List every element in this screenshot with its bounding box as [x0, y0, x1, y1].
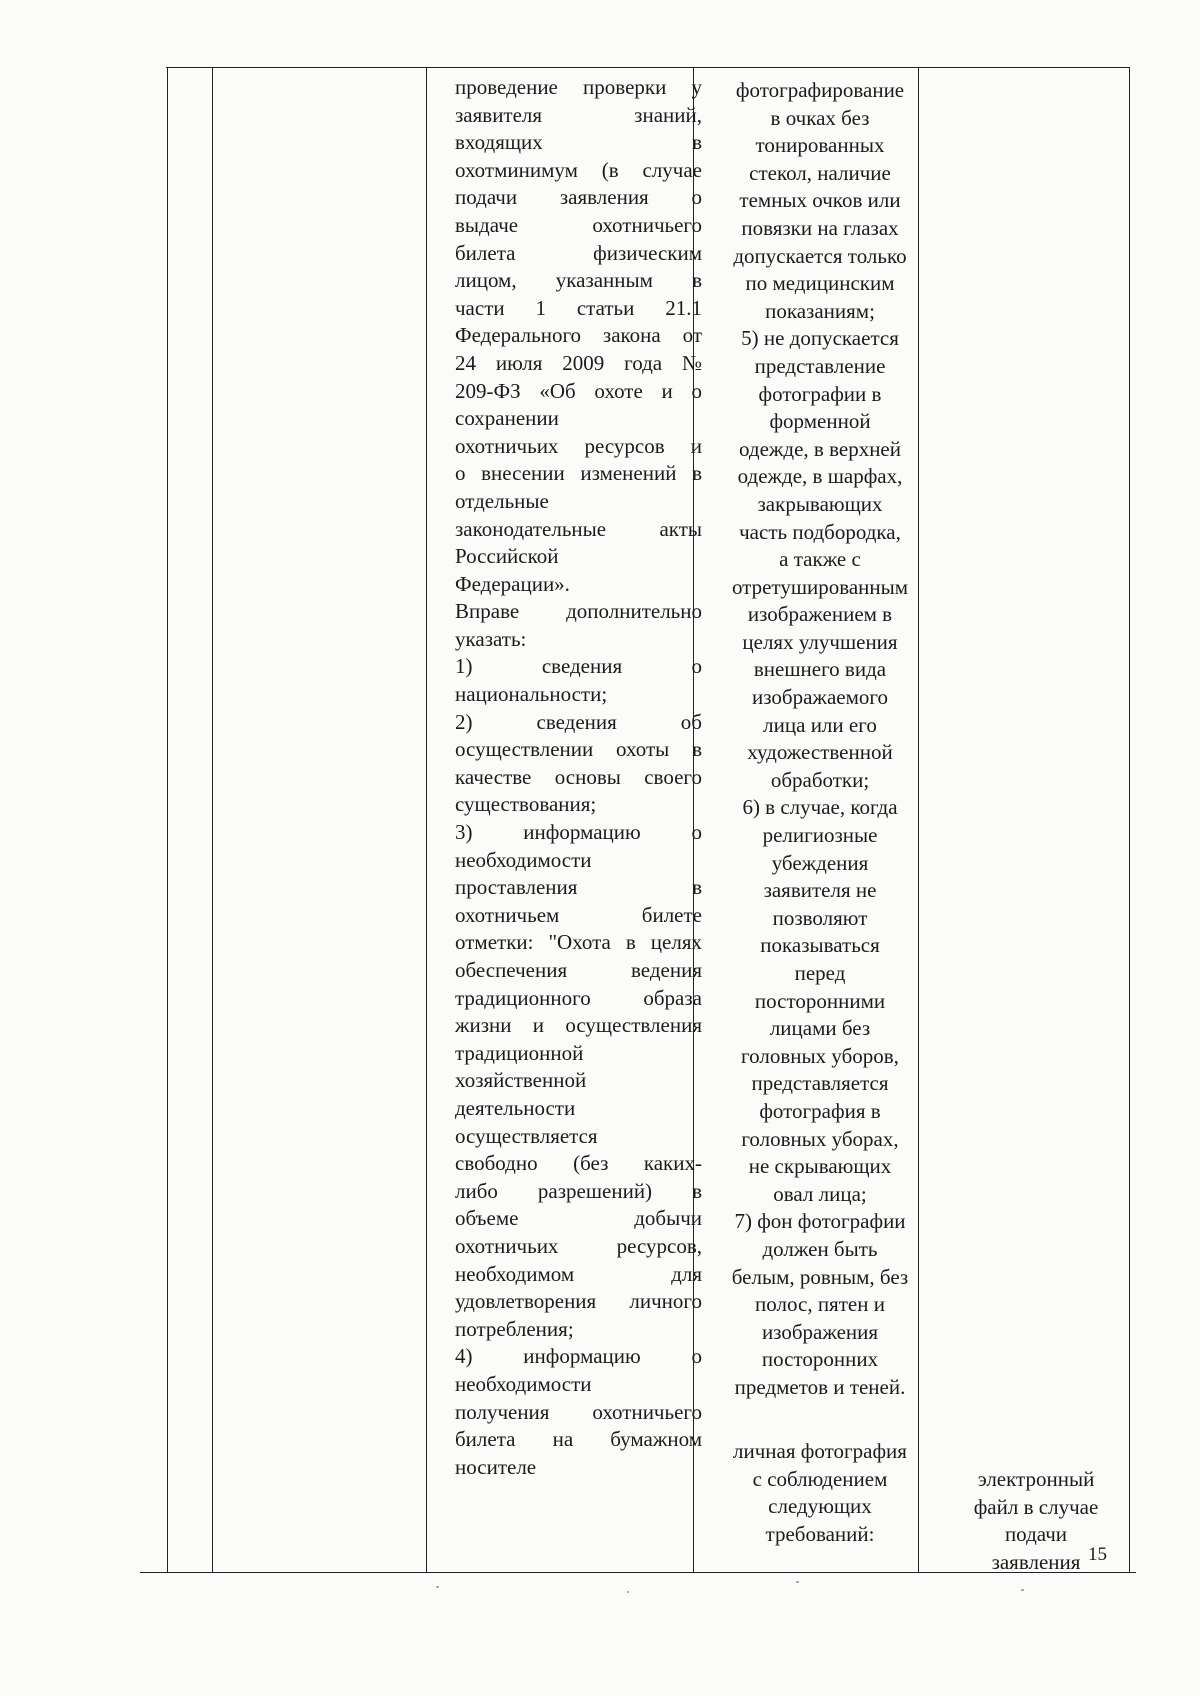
text-line: указать:: [455, 626, 527, 651]
text-line: закрывающих: [757, 491, 883, 516]
text-line: форменной: [769, 409, 871, 434]
text-line: посторонними: [754, 988, 886, 1013]
text-line: одежде, в шарфах,: [737, 464, 903, 489]
text-line: 1) сведения о: [455, 654, 702, 679]
text-line: личная фотография: [733, 1439, 907, 1463]
text-line: сохранении: [455, 406, 559, 431]
text-line: охотничьих ресурсов и: [455, 433, 702, 458]
text-line: носителе: [455, 1454, 537, 1479]
text-line: одежде, в верхней: [739, 436, 901, 461]
text-line: обеспечения ведения: [455, 958, 702, 982]
text-line: законодательные акты: [455, 516, 702, 541]
text-line: лица или его: [763, 712, 877, 737]
text-line: заявителя знаний,: [455, 102, 702, 127]
text-line: существования;: [455, 792, 597, 817]
text-line: художественной: [747, 740, 893, 765]
text-line: фотографии в: [758, 381, 882, 406]
text-line: лицами без: [769, 1016, 871, 1041]
text-line: проставления в: [455, 875, 702, 900]
table-column-divider-2: [212, 67, 213, 1572]
text-line: 6) в случае, когда: [742, 795, 898, 820]
text-line: осуществлении охоты в: [455, 737, 702, 762]
text-line: по медицинским: [745, 271, 895, 296]
text-line: представление: [754, 353, 886, 378]
text-line: представляется: [751, 1071, 889, 1096]
text-line: часть подбородка,: [739, 519, 901, 544]
text-line: 24 июля 2009 года №: [455, 350, 702, 375]
text-line: Вправе дополнительно: [455, 599, 702, 624]
text-line: а также с: [779, 547, 861, 572]
personal-photo-note: [704, 1438, 936, 1548]
text-line: убеждения: [771, 850, 869, 875]
text-line: стекол, наличие: [749, 160, 891, 185]
scan-speck: [627, 1591, 629, 1593]
text-line: изображения: [761, 1319, 879, 1344]
text-line: хозяйственной: [455, 1068, 587, 1093]
text-line: электронный: [977, 1467, 1095, 1491]
text-line: Федерации».: [455, 571, 570, 596]
text-line: религиозные: [762, 823, 878, 848]
requirements-text-column: [455, 74, 702, 1481]
text-line: деятельности: [455, 1095, 576, 1120]
text-line: фотографирование: [735, 78, 905, 102]
photo-requirements-column: [704, 77, 936, 1402]
text-line: необходимости: [455, 1371, 592, 1396]
text-line: требований:: [765, 1521, 875, 1546]
text-line: билета физическим: [455, 240, 702, 265]
text-line: заявления: [991, 1549, 1081, 1574]
scan-speck: [1021, 1589, 1024, 1591]
text-line: показаниям;: [765, 298, 875, 323]
text-line: отретушированным: [731, 574, 909, 599]
text-line: национальности;: [455, 682, 608, 707]
text-line: тонированных: [755, 133, 885, 158]
text-line: 5) не допускается: [741, 326, 899, 351]
text-line: выдаче охотничьего: [455, 212, 702, 237]
scan-speck: [436, 1586, 439, 1588]
text-line: Федерального закона от: [455, 323, 702, 348]
text-line: о внесении изменений в: [455, 461, 702, 486]
text-line: либо разрешений) в: [455, 1178, 702, 1203]
text-line: билета на бумажном: [455, 1427, 702, 1452]
text-line: необходимости: [455, 847, 592, 872]
text-line: не скрывающих: [748, 1154, 892, 1179]
table-top-border: [166, 67, 1130, 68]
text-line: полос, пятен и: [755, 1292, 885, 1317]
text-line: проведение проверки у: [455, 75, 702, 99]
text-line: изображением в: [747, 602, 893, 627]
text-line: позволяют: [772, 905, 868, 930]
text-line: объеме добычи: [455, 1206, 702, 1231]
table-column-divider-3: [426, 67, 427, 1572]
text-line: 209-ФЗ «Об охоте и о: [455, 378, 702, 403]
text-line: изображаемого: [752, 685, 888, 710]
text-line: в очках без: [770, 105, 870, 130]
text-line: лицом, указанным в: [455, 268, 702, 293]
text-line: перед: [794, 961, 846, 985]
text-line: подачи заявления о: [455, 185, 702, 210]
text-line: части 1 статьи 21.1: [455, 295, 702, 320]
page-number: 15: [1088, 1544, 1107, 1565]
text-line: должен быть: [762, 1236, 878, 1261]
text-line: повязки на глазах: [741, 215, 899, 240]
text-line: обработки;: [770, 767, 870, 792]
text-line: отметки: "Охота в целях: [455, 930, 702, 955]
text-line: традиционной: [455, 1040, 584, 1065]
text-line: посторонних: [761, 1347, 879, 1372]
text-line: потребления;: [455, 1316, 574, 1341]
text-line: подачи: [1004, 1522, 1068, 1547]
text-line: 7) фон фотографии: [734, 1209, 906, 1234]
text-line: фотография в: [759, 1098, 881, 1123]
text-line: жизни и осуществления: [455, 1013, 702, 1038]
text-line: допускается только: [733, 243, 907, 268]
text-line: следующих: [768, 1494, 872, 1519]
text-line: свободно (без каких-: [455, 1151, 702, 1176]
text-line: файл в случае: [973, 1494, 1099, 1519]
text-line: внешнего вида: [753, 657, 887, 682]
text-line: овал лица;: [773, 1181, 867, 1206]
text-line: 3) информацию о: [455, 820, 702, 845]
text-line: отдельные: [455, 488, 549, 513]
text-line: 2) сведения об: [455, 709, 702, 734]
text-line: показываться: [760, 933, 880, 958]
text-line: традиционного образа: [455, 985, 702, 1010]
table-right-border: [1129, 67, 1130, 1572]
text-line: предметов и теней.: [734, 1374, 906, 1399]
text-line: головных уборов,: [741, 1043, 899, 1068]
text-line: белым, ровным, без: [731, 1264, 909, 1289]
text-line: заявителя не: [763, 878, 877, 903]
table-column-divider-1: [167, 67, 168, 1572]
text-line: темных очков или: [739, 188, 901, 213]
text-line: головных уборах,: [741, 1126, 899, 1151]
text-line: охотминимум (в случае: [455, 157, 702, 182]
text-line: охотничьем билете: [455, 902, 702, 927]
text-line: получения охотничьего: [455, 1399, 702, 1424]
text-line: удовлетворения личного: [455, 1289, 702, 1314]
text-line: с соблюдением: [752, 1466, 888, 1491]
text-line: необходимом для: [455, 1261, 702, 1286]
text-line: целях улучшения: [742, 629, 898, 654]
text-line: входящих в: [455, 130, 702, 155]
text-line: 4) информацию о: [455, 1344, 702, 1369]
scan-speck: [796, 1581, 799, 1583]
text-line: качестве основы своего: [455, 764, 702, 789]
text-line: охотничьих ресурсов,: [455, 1233, 702, 1258]
text-line: осуществляется: [455, 1123, 598, 1148]
text-line: Российской: [455, 544, 559, 569]
